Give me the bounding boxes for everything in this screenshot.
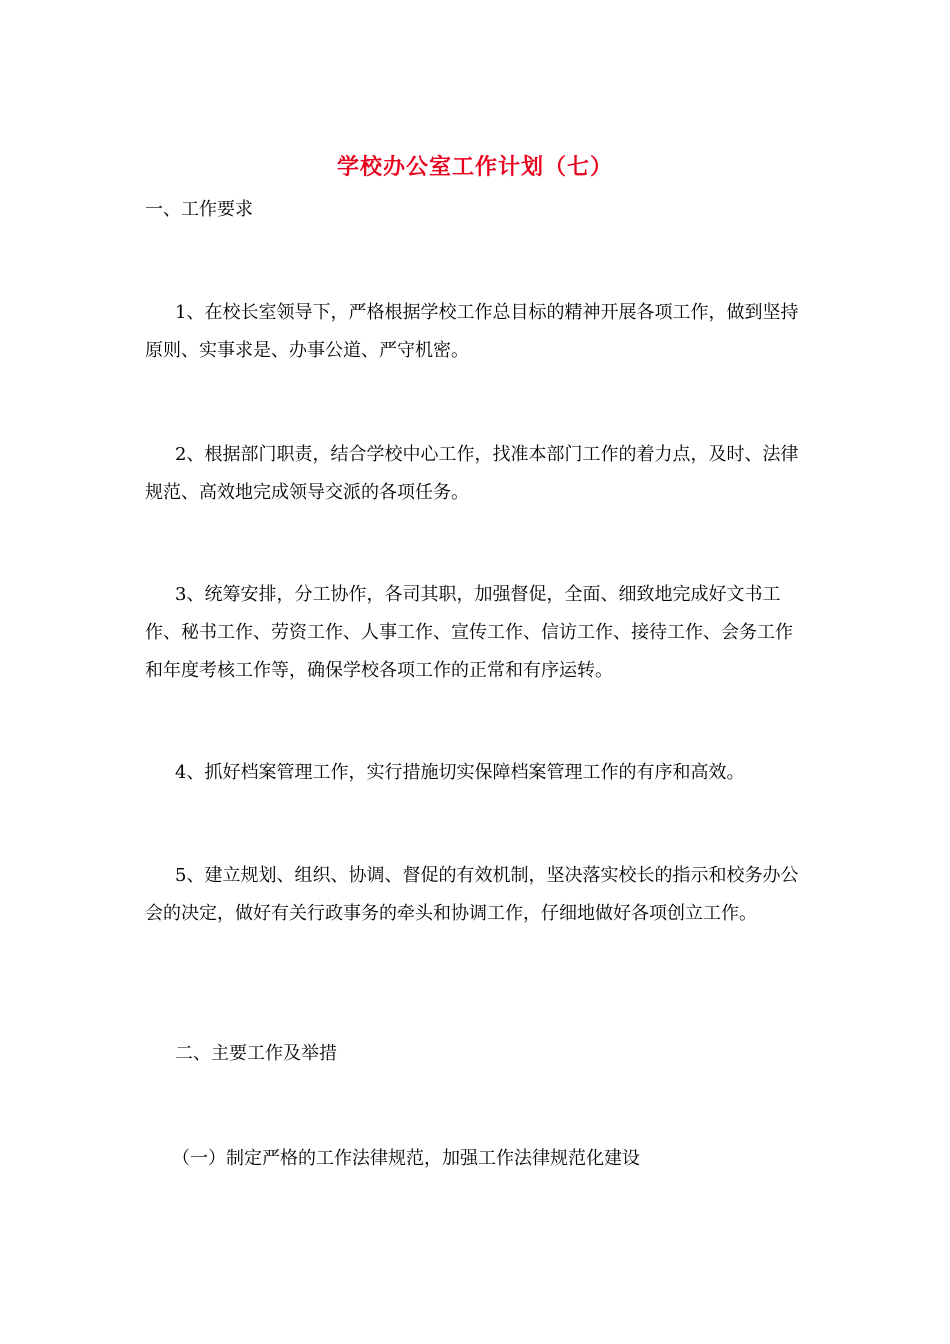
requirement-item-1: 1、在校长室领导下，严格根据学校工作总目标的精神开展各项工作，做到坚持原则、实事求是、办事公道、严守机密。 [145, 302, 799, 361]
requirement-item-2: 2、根据部门职责，结合学校中心工作，找准本部门工作的着力点，及时、法律规范、高效地完成领导交派的各项任务。 [145, 444, 799, 503]
requirement-item-4: 4、抓好档案管理工作，实行措施切实保障档案管理工作的有序和高效。 [175, 762, 745, 783]
section-heading-requirements: 一、工作要求 [145, 199, 253, 220]
requirement-item-3: 3、统筹安排，分工协作，各司其职，加强督促，全面、细致地完成好文书工作、秘书工作、劳资工作、人事工作、宣传工作、信访工作、接待工作、会务工作和年度考核工作等，确保学校各项工作的正常和有序运转。 [145, 584, 793, 681]
document-title: 学校办公室工作计划（七） [336, 154, 613, 180]
section-heading-main-work: 二、主要工作及举措 [175, 1043, 337, 1064]
requirement-item-5: 5、建立规划、组织、协调、督促的有效机制，坚决落实校长的指示和校务办公会的决定，做好有关行政事务的牵头和协调工作，仔细地做好各项创立工作。 [145, 865, 799, 924]
subsection-heading-1: （一）制定严格的工作法律规范，加强工作法律规范化建设 [172, 1148, 640, 1169]
